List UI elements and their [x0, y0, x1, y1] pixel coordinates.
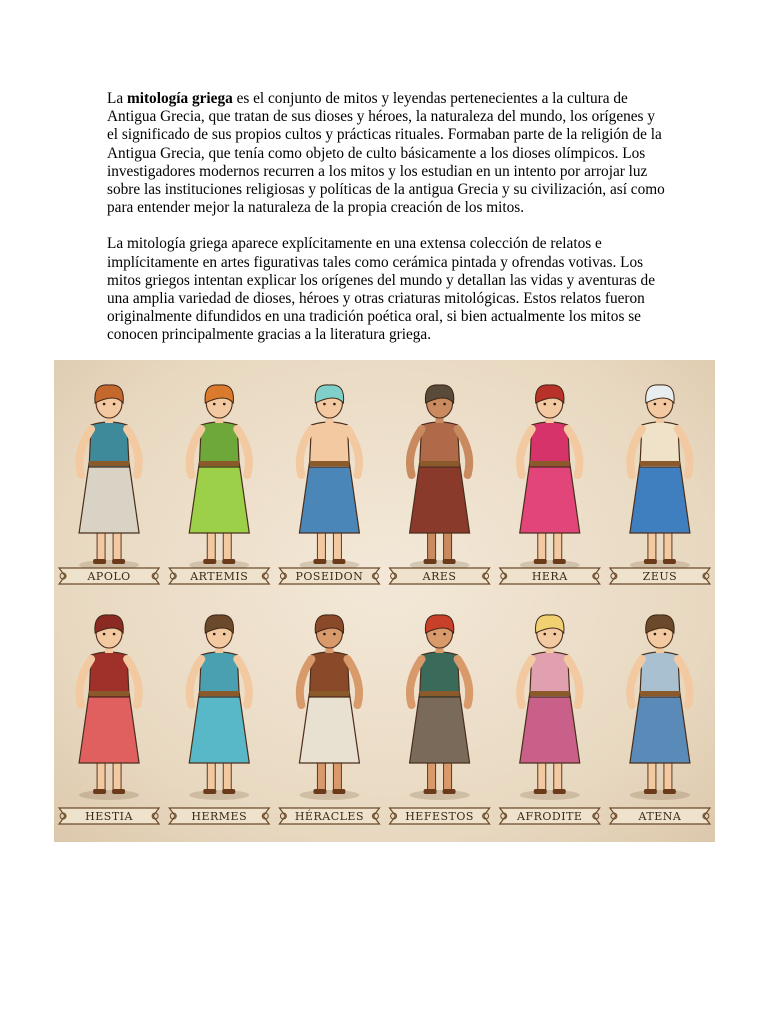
figure-belt	[199, 691, 239, 696]
figure-sandal	[663, 559, 676, 564]
figure-hestia	[79, 615, 139, 800]
figure-belt	[309, 461, 349, 466]
name-banner	[390, 568, 490, 584]
figure-robe	[189, 693, 249, 763]
figure-shadow	[520, 790, 580, 800]
figure-robe	[79, 693, 139, 763]
figure-robe	[410, 693, 470, 763]
paragraph-2: La mitología griega aparece explícitamente en una extensa colección de relatos e implícitamente en artes figurativas tales como cerámica pintada y ofrendas votivas. Los mitos griegos intentan explicar los orígenes del mundo y detallan las vidas y aventuras de una amplia variedad de dioses, héroes y otras criaturas mitológicas. Estos relatos fueron originalmente difundidos en una tradición poética oral, si bien actualmente los mitos se conocen principalmente gracias a la literatura griega.	[107, 235, 655, 344]
banner-label: HERMES	[191, 810, 248, 823]
figure-torso	[530, 422, 570, 467]
figure-belt	[640, 461, 680, 466]
figure-belt	[530, 461, 570, 466]
figure-hera	[520, 385, 580, 570]
figure-robe	[520, 693, 580, 763]
figure-sandal	[203, 789, 216, 794]
p1-rest: es el conjunto de mitos y leyendas pertenecientes a la cultura de Antigua Grecia, que tratan de sus dioses y héroes, la naturaleza del mundo, los orígenes y el significado de sus propios cultos y prácticas rituales. Formaban parte de la religión de la Antigua Grecia, que tenía como objeto de culto básicamente a los dioses olímpicos. Los investigadores modernos recurren a los mitos y los estudian en un intento por arrojar luz sobre las instituciones religiosas y políticas de la antigua Grecia y su civilización, así como para entender mejor la naturaleza de la propia creación de los mitos.	[107, 90, 665, 217]
banner-label: ATENA	[638, 810, 682, 823]
figure-belt	[420, 461, 460, 466]
figure-shadow	[410, 790, 470, 800]
figure-eye	[323, 403, 326, 406]
figure-atena	[630, 615, 690, 800]
figure-eye	[103, 403, 106, 406]
figure-artemis	[189, 385, 249, 570]
figure-belt	[89, 691, 129, 696]
banner-label: HESTIA	[85, 810, 133, 823]
figure-belt	[420, 691, 460, 696]
figure-eye	[654, 633, 657, 636]
figure-héracles	[299, 615, 359, 800]
figure-robe	[299, 463, 359, 533]
figure-eye	[333, 633, 336, 636]
figure-robe	[299, 693, 359, 763]
figure-torso	[640, 652, 680, 697]
p1-bold-term: mitología griega	[126, 90, 233, 107]
figure-eye	[543, 403, 546, 406]
banner-label: ZEUS	[642, 570, 678, 583]
name-banner	[279, 808, 379, 824]
figure-ares	[410, 385, 470, 570]
gods-svg	[54, 360, 715, 842]
figure-sandal	[313, 789, 326, 794]
figure-eye	[223, 403, 226, 406]
figure-sandal	[644, 789, 657, 794]
figure-eye	[103, 633, 106, 636]
figure-sandal	[332, 559, 345, 564]
figure-robe	[79, 463, 139, 533]
name-banner	[500, 568, 600, 584]
figure-eye	[543, 633, 546, 636]
banner-label: ARES	[422, 570, 457, 583]
figure-torso	[89, 422, 129, 467]
name-banner	[390, 808, 490, 824]
figure-sandal	[424, 559, 437, 564]
figure-sandal	[222, 559, 235, 564]
figure-poseidon	[299, 385, 359, 570]
figure-sandal	[534, 789, 547, 794]
name-banner	[59, 808, 159, 824]
paragraph-1	[107, 90, 667, 217]
figure-eye	[553, 403, 556, 406]
figure-eye	[664, 403, 667, 406]
banner-label: AFRODITE	[517, 810, 583, 823]
figure-zeus	[630, 385, 690, 570]
figure-eye	[443, 403, 446, 406]
figure-torso	[309, 422, 349, 467]
figure-belt	[199, 461, 239, 466]
figure-sandal	[424, 789, 437, 794]
figure-eye	[113, 633, 116, 636]
figure-torso	[530, 652, 570, 697]
figure-robe	[520, 463, 580, 533]
name-banner	[610, 808, 710, 824]
figure-eye	[223, 633, 226, 636]
figure-eye	[433, 403, 436, 406]
figure-sandal	[313, 559, 326, 564]
figure-afrodite	[520, 615, 580, 800]
figure-torso	[420, 422, 460, 467]
figure-sandal	[663, 789, 676, 794]
figure-belt	[640, 691, 680, 696]
figure-belt	[309, 691, 349, 696]
figure-eye	[664, 633, 667, 636]
banner-label: HEFESTOS	[405, 810, 474, 823]
figure-sandal	[553, 789, 566, 794]
figure-sandal	[443, 559, 456, 564]
figure-sandal	[443, 789, 456, 794]
figure-robe	[189, 463, 249, 533]
figure-torso	[199, 652, 239, 697]
figure-shadow	[189, 790, 249, 800]
figure-sandal	[112, 789, 125, 794]
figure-shadow	[630, 790, 690, 800]
figure-torso	[89, 652, 129, 697]
figure-sandal	[644, 559, 657, 564]
banner-label: ARTEMIS	[190, 570, 249, 583]
figure-torso	[199, 422, 239, 467]
figure-shadow	[299, 790, 359, 800]
figure-sandal	[93, 789, 106, 794]
name-banner	[279, 568, 379, 584]
article-text	[107, 90, 667, 363]
name-banner	[169, 808, 269, 824]
figure-eye	[213, 633, 216, 636]
banner-label: POSEIDON	[295, 570, 364, 583]
figure-eye	[333, 403, 336, 406]
figure-torso	[640, 422, 680, 467]
figure-sandal	[534, 559, 547, 564]
figure-sandal	[112, 559, 125, 564]
figure-sandal	[553, 559, 566, 564]
name-banner	[169, 568, 269, 584]
figure-sandal	[332, 789, 345, 794]
figure-eye	[654, 403, 657, 406]
figure-robe	[410, 463, 470, 533]
figure-apolo	[79, 385, 139, 570]
figure-eye	[323, 633, 326, 636]
name-banner	[610, 568, 710, 584]
banner-label: HERA	[531, 570, 568, 583]
name-banner	[500, 808, 600, 824]
figure-hefestos	[410, 615, 470, 800]
figure-eye	[213, 403, 216, 406]
banner-label: HÉRACLES	[294, 810, 364, 823]
figure-eye	[553, 633, 556, 636]
figure-sandal	[93, 559, 106, 564]
name-banner	[59, 568, 159, 584]
figure-sandal	[203, 559, 216, 564]
figure-sandal	[222, 789, 235, 794]
figure-shadow	[79, 790, 139, 800]
figure-robe	[630, 463, 690, 533]
figure-eye	[443, 633, 446, 636]
figure-robe	[630, 693, 690, 763]
p1-lead: La	[107, 90, 127, 107]
figure-belt	[530, 691, 570, 696]
figure-torso	[420, 652, 460, 697]
banner-label: APOLO	[87, 570, 131, 583]
figure-eye	[433, 633, 436, 636]
figure-hermes	[189, 615, 249, 800]
figure-torso	[309, 652, 349, 697]
greek-gods-illustration	[54, 360, 715, 842]
figure-eye	[113, 403, 116, 406]
figure-belt	[89, 461, 129, 466]
